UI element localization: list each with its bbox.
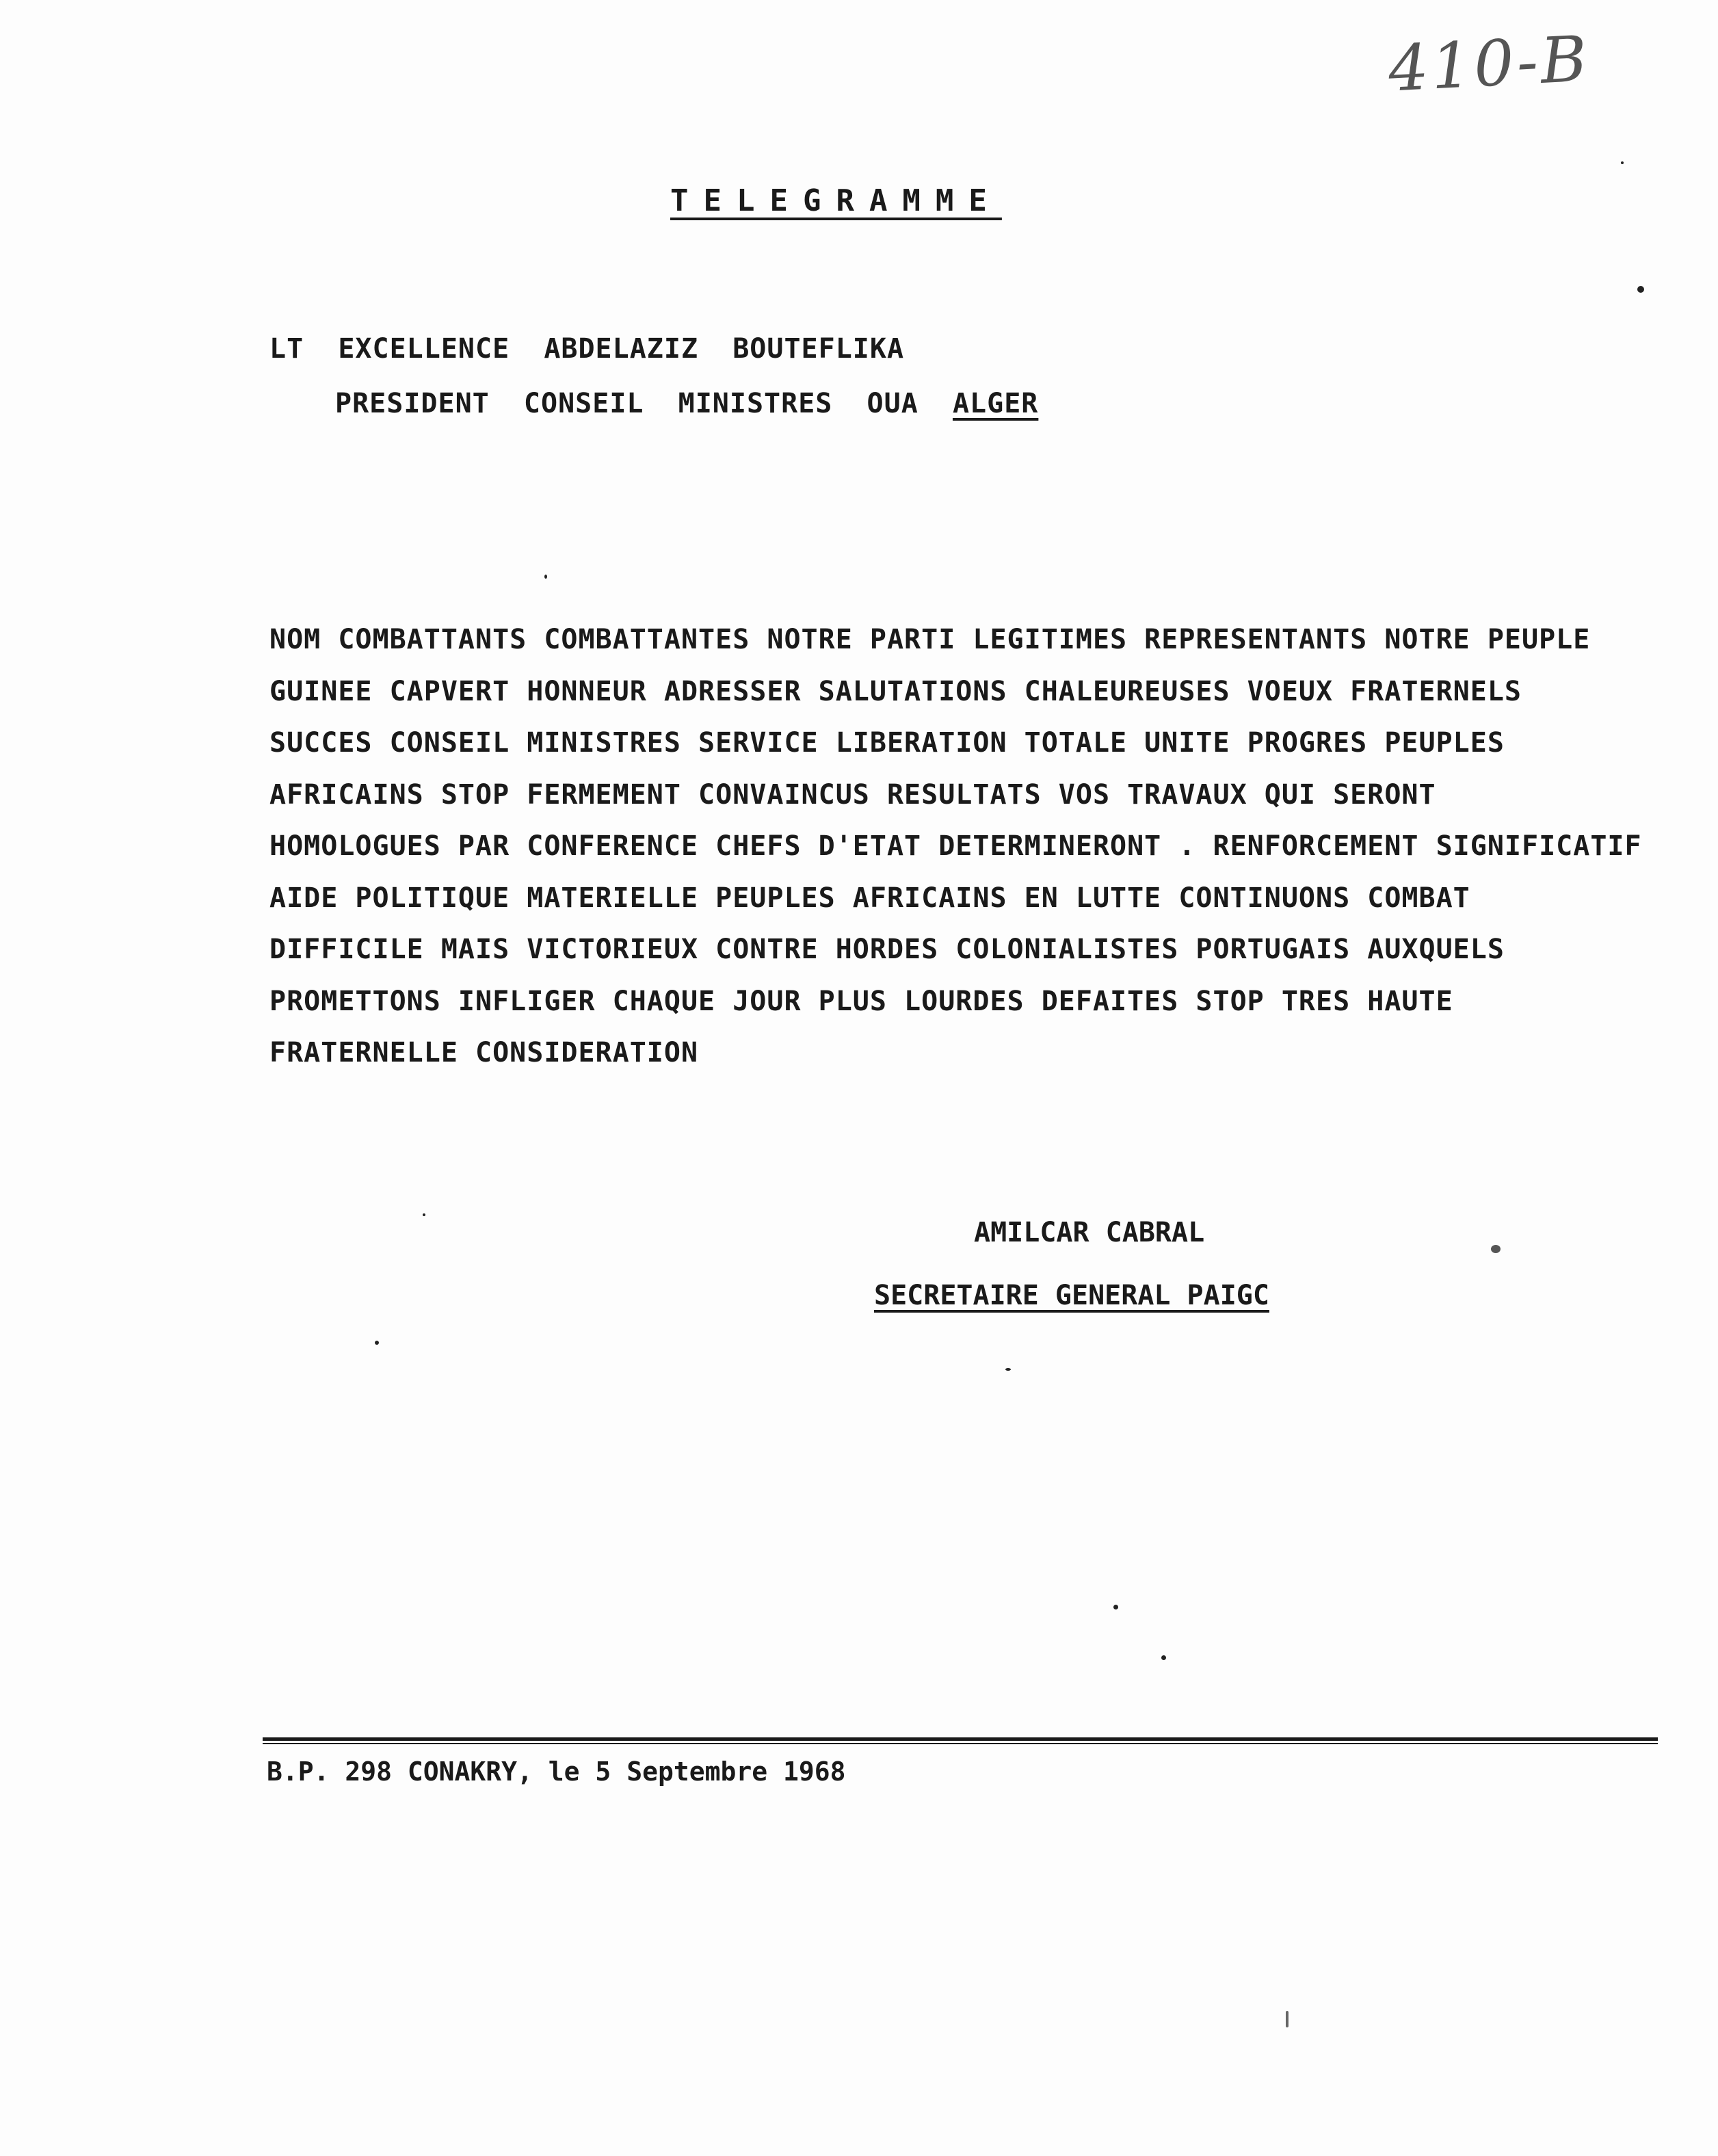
body-line: HOMOLOGUES PAR CONFERENCE CHEFS D'ETAT DETERMINERONT . RENFORCEMENT SIGNIFICATIF bbox=[269, 830, 1642, 862]
scan-speck bbox=[1113, 1605, 1118, 1609]
addressee-line-1: LT EXCELLENCE ABDELAZIZ BOUTEFLIKA bbox=[269, 333, 905, 365]
scan-speck bbox=[1637, 286, 1644, 293]
body-line: AFRICAINS STOP FERMEMENT CONVAINCUS RESULTATS VOS TRAVAUX QUI SERONT bbox=[269, 778, 1436, 811]
body-line: DIFFICILE MAIS VICTORIEUX CONTRE HORDES COLONIALISTES PORTUGAIS AUXQUELS bbox=[269, 934, 1505, 965]
body-line: GUINEE CAPVERT HONNEUR ADRESSER SALUTATIONS CHALEUREUSES VOEUX FRATERNELS bbox=[269, 675, 1522, 707]
body-line: FRATERNELLE CONSIDERATION bbox=[269, 1037, 699, 1068]
footer-divider bbox=[263, 1737, 1658, 1744]
handwritten-reference-number: 410-B bbox=[1386, 22, 1591, 106]
signatory-name: AMILCAR CABRAL bbox=[974, 1217, 1205, 1248]
message-body bbox=[269, 614, 1651, 1079]
footer-address-date: B.P. 298 CONAKRY, le 5 Septembre 1968 bbox=[267, 1757, 846, 1787]
body-line: PROMETTONS INFLIGER CHAQUE JOUR PLUS LOURDES DEFAITES STOP TRES HAUTE bbox=[269, 985, 1453, 1017]
scan-speck bbox=[375, 1341, 379, 1345]
addressee-position: PRESIDENT CONSEIL MINISTRES OUA bbox=[335, 388, 953, 419]
scan-speck bbox=[1005, 1368, 1011, 1371]
body-line: NOM COMBATTANTS COMBATTANTES NOTRE PARTI LEGITIMES REPRESENTANTS NOTRE PEUPLE bbox=[269, 624, 1591, 655]
scan-speck bbox=[544, 575, 547, 579]
scan-speck bbox=[1491, 1245, 1501, 1253]
document-title: TELEGRAMME bbox=[670, 183, 1002, 218]
scan-speck bbox=[423, 1213, 425, 1216]
body-line: SUCCES CONSEIL MINISTRES SERVICE LIBERATION TOTALE UNITE PROGRES PEUPLES bbox=[269, 727, 1505, 759]
addressee-block bbox=[269, 321, 1038, 431]
signatory-title: SECRETAIRE GENERAL PAIGC bbox=[874, 1280, 1269, 1311]
scan-speck bbox=[1161, 1655, 1166, 1660]
body-line: AIDE POLITIQUE MATERIELLE PEUPLES AFRICAINS EN LUTTE CONTINUONS COMBAT bbox=[269, 882, 1470, 914]
scan-speck bbox=[1621, 161, 1624, 164]
addressee-line-2 bbox=[269, 388, 1038, 419]
scan-speck bbox=[1286, 2011, 1288, 2027]
signature-block bbox=[874, 1201, 1269, 1327]
addressee-city: ALGER bbox=[952, 388, 1039, 419]
